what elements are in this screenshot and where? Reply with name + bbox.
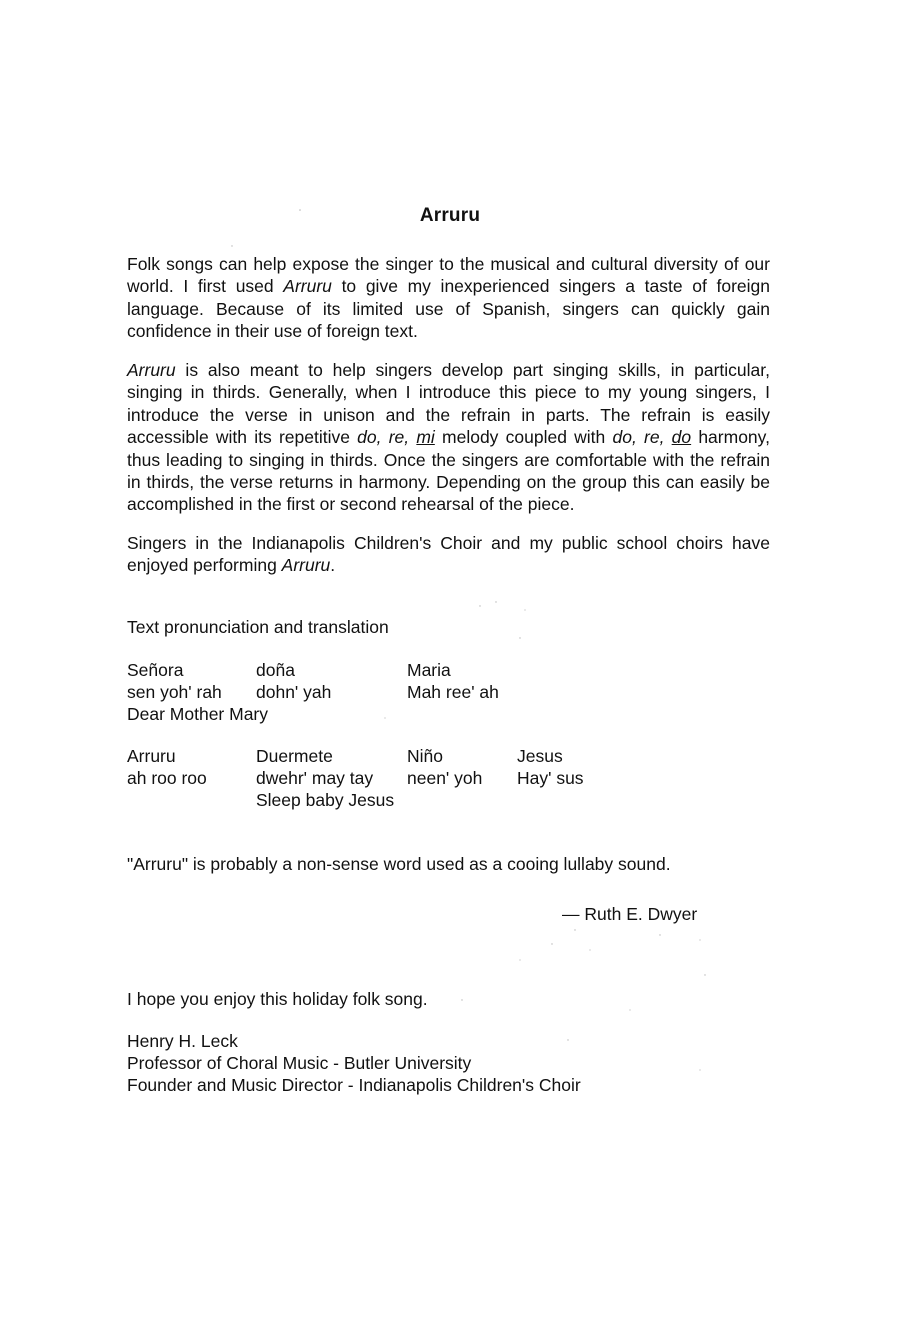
signature-title-1: Professor of Choral Music - Butler University bbox=[127, 1053, 472, 1073]
phonetic-dona: dohn' yah bbox=[256, 682, 332, 702]
signature-title-2: Founder and Music Director - Indianapolis Children's Choir bbox=[127, 1075, 581, 1095]
word-jesus: Jesus bbox=[517, 746, 563, 766]
attribution: — Ruth E. Dwyer bbox=[562, 904, 698, 924]
phonetic-duermete: dwehr' may tay bbox=[256, 768, 374, 788]
solfege-mi: mi bbox=[416, 427, 435, 448]
text-run: to give my inexperienced singers a taste of foreign language. Because of its limited use of Spanish, singers can quickly gain confidence in their use of foreign text. bbox=[127, 276, 770, 342]
text-run: Folk songs can help expose the singer to the musical and cultural diversity of our world. I first used bbox=[127, 254, 770, 297]
phonetic-senora: sen yoh' rah bbox=[127, 682, 222, 702]
phonetic-arruru: ah roo roo bbox=[127, 768, 207, 788]
pronunciation-heading: Text pronunciation and translation bbox=[127, 617, 389, 637]
phonetic-jesus: Hay' sus bbox=[517, 768, 584, 788]
word-duermete: Duermete bbox=[256, 746, 333, 766]
closing-line: I hope you enjoy this holiday folk song. bbox=[127, 989, 428, 1009]
solfege-do: do bbox=[612, 427, 632, 448]
word-arruru: Arruru bbox=[127, 746, 176, 766]
arruru-note: "Arruru" is probably a non-sense word used as a cooing lullaby sound. bbox=[127, 854, 671, 874]
phonetic-nino: neen' yoh bbox=[407, 768, 483, 788]
solfege-do-underlined: do bbox=[671, 427, 692, 448]
solfege-re: re bbox=[388, 427, 405, 448]
text-run: . bbox=[330, 555, 336, 576]
italic-title: Arruru bbox=[281, 555, 331, 576]
solfege-do: do bbox=[357, 427, 377, 448]
word-dona: doña bbox=[256, 660, 295, 680]
solfege-sep: , bbox=[659, 427, 672, 448]
solfege-sep: , bbox=[404, 427, 417, 448]
text-run: Singers in the Indianapolis Children's Choir and my public school choirs have enjoyed performing bbox=[127, 533, 770, 576]
translation-line-2: Sleep baby Jesus bbox=[256, 790, 395, 810]
page-title: Arruru bbox=[419, 205, 481, 226]
word-maria: Maria bbox=[407, 660, 451, 680]
italic-title: Arruru bbox=[283, 276, 332, 297]
italic-title: Arruru bbox=[127, 360, 176, 380]
word-senora: Señora bbox=[127, 660, 184, 680]
phonetic-maria: Mah ree' ah bbox=[407, 682, 499, 702]
solfege-re: re bbox=[644, 427, 660, 448]
text-run: melody coupled with bbox=[434, 427, 613, 448]
text-run: harmony, thus leading to singing in thirds. Once the singers are comfortable with the refrain in thirds, the verse returns in harmony. Depending on the group this can easily be accomplished in the first or second rehearsal of the piece. bbox=[127, 427, 770, 515]
text-run: is also meant to help singers develop part singing skills, in particular, singing in thirds. Generally, when I introduce this piece to my young singers, I introduce the verse in unison and the refrain in parts. The refrain is easily accessible with its repetitive bbox=[127, 360, 770, 448]
signature-name: Henry H. Leck bbox=[127, 1031, 238, 1051]
word-nino: Niño bbox=[407, 746, 443, 766]
translation-line-1: Dear Mother Mary bbox=[127, 704, 269, 724]
solfege-sep: , bbox=[631, 427, 645, 448]
solfege-sep: , bbox=[376, 427, 389, 448]
